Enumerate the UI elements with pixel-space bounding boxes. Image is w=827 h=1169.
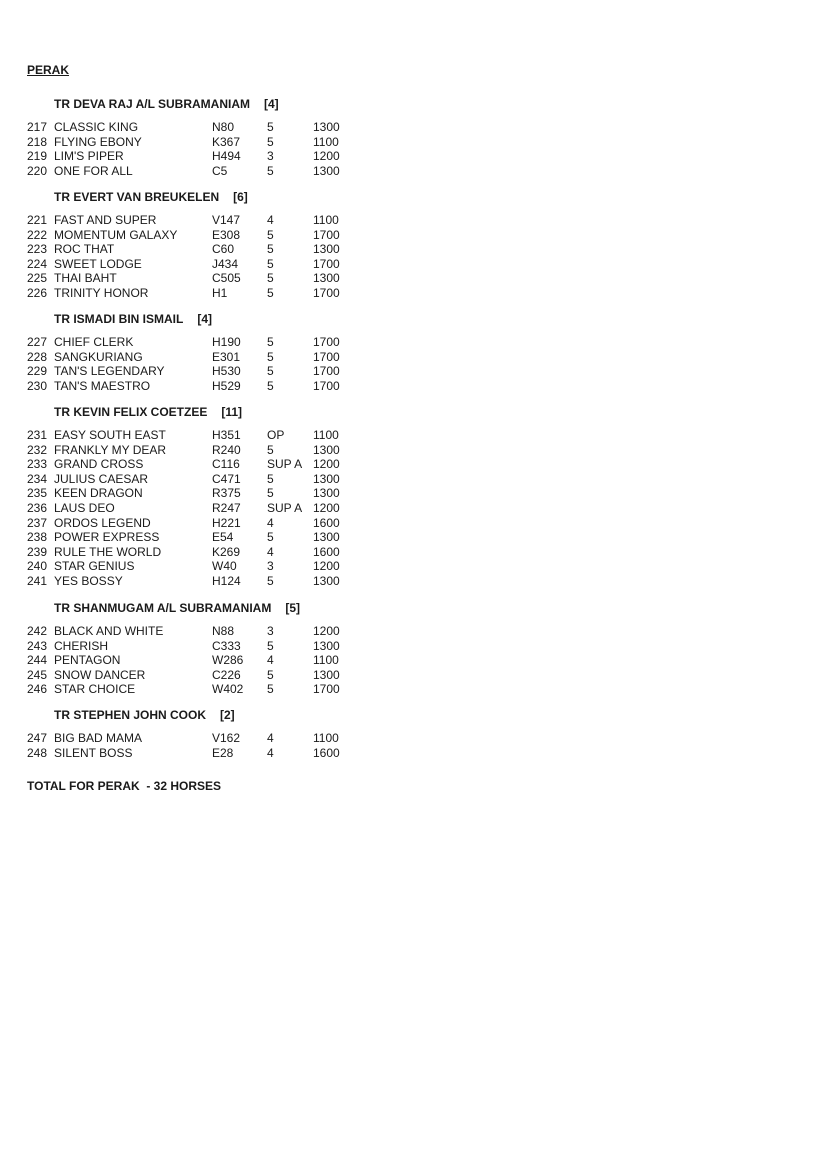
horse-name: TAN'S MAESTRO: [54, 378, 151, 393]
horse-distance: 1300: [313, 486, 340, 501]
horse-number: 224: [27, 256, 48, 271]
horse-code: C60: [212, 242, 235, 257]
horse-row: [0, 746, 400, 761]
horse-class: 4: [267, 515, 274, 530]
trainer-name: TR EVERT VAN BREUKELEN: [54, 190, 220, 204]
horse-number: 234: [27, 471, 48, 486]
horse-row: [0, 164, 400, 179]
horse-row: [0, 228, 400, 243]
horse-code: E54: [212, 530, 234, 545]
horse-distance: 1300: [313, 271, 340, 286]
horse-code: K269: [212, 544, 241, 559]
horse-number: 232: [27, 442, 48, 457]
horse-code: H124: [212, 574, 241, 588]
horse-row: [0, 731, 400, 746]
horse-row: [0, 653, 400, 668]
horse-class: 5: [267, 442, 274, 457]
horse-number: 241: [27, 574, 48, 588]
horse-number: 240: [27, 559, 48, 574]
horse-name: RULE THE WORLD: [54, 544, 162, 559]
horse-class: 5: [267, 242, 274, 257]
horse-row: [0, 379, 400, 394]
horse-row: [0, 516, 400, 531]
horse-distance: 1300: [313, 667, 340, 682]
horse-distance: 1200: [313, 457, 340, 472]
horse-code: C5: [212, 163, 228, 178]
horse-row: [0, 457, 400, 472]
horse-code: E308: [212, 227, 241, 242]
horse-name: ONE FOR ALL: [54, 163, 133, 178]
trainer-horse-count: [11]: [221, 405, 243, 419]
trainer-horse-count: [4]: [197, 312, 212, 326]
horse-distance: 1700: [313, 349, 340, 364]
horse-class: 5: [267, 530, 274, 545]
horse-distance: 1700: [313, 256, 340, 271]
horse-distance: 1100: [313, 213, 339, 227]
horse-distance: 1300: [313, 638, 340, 653]
horse-distance: 1700: [313, 378, 340, 393]
horse-row: [0, 682, 400, 697]
horse-code: W402: [212, 682, 244, 697]
horse-name: YES BOSSY: [54, 574, 123, 588]
horse-code: J434: [212, 256, 239, 271]
horse-name: FLYING EBONY: [54, 134, 142, 149]
horse-number: 226: [27, 286, 48, 300]
horse-code: R247: [212, 501, 241, 515]
horse-number: 247: [27, 731, 48, 745]
trainer-name: TR KEVIN FELIX COETZEE: [54, 405, 208, 419]
horse-name: SILENT BOSS: [54, 745, 133, 760]
horse-number: 229: [27, 364, 48, 379]
horse-name: EASY SOUTH EAST: [54, 428, 166, 442]
horse-name: BLACK AND WHITE: [54, 624, 164, 638]
horse-class: 5: [267, 256, 274, 271]
horse-number: 222: [27, 227, 48, 242]
horse-number: 238: [27, 530, 48, 545]
horse-code: C505: [212, 271, 241, 286]
horse-class: 4: [267, 731, 274, 745]
horse-number: 236: [27, 501, 48, 515]
horse-name: BIG BAD MAMA: [54, 731, 143, 745]
horse-distance: 1300: [313, 442, 340, 457]
horse-name: CHERISH: [54, 638, 109, 653]
horse-name: TAN'S LEGENDARY: [54, 364, 165, 379]
horse-distance: 1300: [313, 574, 340, 588]
horse-class: OP: [267, 428, 285, 442]
horse-name: FAST AND SUPER: [54, 213, 157, 227]
horse-row: [0, 472, 400, 487]
horse-distance: 1200: [313, 624, 340, 638]
horse-class: 5: [267, 349, 274, 364]
horse-number: 242: [27, 624, 48, 638]
horse-distance: 1600: [313, 515, 340, 530]
horse-code: H351: [212, 428, 241, 442]
horse-code: N88: [212, 624, 235, 638]
horse-name: FRANKLY MY DEAR: [54, 442, 167, 457]
horse-number: 246: [27, 682, 48, 697]
horse-number: 218: [27, 134, 48, 149]
horse-class: 5: [267, 667, 274, 682]
horse-row: [0, 120, 400, 135]
horse-class: 4: [267, 544, 274, 559]
horse-row: [0, 668, 400, 683]
horse-row: [0, 428, 400, 443]
horse-row: [0, 213, 400, 228]
horse-code: C333: [212, 638, 241, 653]
trainer-horse-count: [5]: [285, 601, 300, 615]
horse-class: 3: [267, 624, 274, 638]
horse-row: [0, 350, 400, 365]
horse-code: W286: [212, 653, 244, 668]
horse-code: N80: [212, 120, 235, 134]
horse-code: V162: [212, 731, 241, 745]
horse-row: [0, 639, 400, 654]
horse-class: SUP A: [267, 457, 303, 472]
horse-class: 5: [267, 227, 274, 242]
horse-name: CHIEF CLERK: [54, 335, 134, 349]
horse-distance: 1300: [313, 471, 340, 486]
horse-name: SNOW DANCER: [54, 667, 146, 682]
horse-code: R375: [212, 486, 241, 501]
horse-name: CLASSIC KING: [54, 120, 139, 134]
trainer-horse-count: [6]: [233, 190, 248, 204]
horse-distance: 1300: [313, 163, 340, 178]
trainer-name: TR DEVA RAJ A/L SUBRAMANIAM: [54, 97, 251, 111]
horse-row: [0, 486, 400, 501]
horse-row: [0, 501, 400, 516]
horse-class: 5: [267, 163, 274, 178]
horse-name: STAR CHOICE: [54, 682, 136, 697]
horse-number: 230: [27, 378, 48, 393]
horse-name: TRINITY HONOR: [54, 286, 149, 300]
trainer-name: TR STEPHEN JOHN COOK: [54, 708, 207, 722]
horse-class: 5: [267, 682, 274, 697]
horse-class: 5: [267, 638, 274, 653]
horse-code: V147: [212, 213, 241, 227]
horse-class: 3: [267, 149, 274, 164]
horse-distance: 1600: [313, 544, 340, 559]
horse-row: [0, 530, 400, 545]
horse-distance: 1600: [313, 745, 340, 760]
horse-number: 244: [27, 653, 48, 668]
horse-name: STAR GENIUS: [54, 559, 135, 574]
trainer-heading: [54, 601, 300, 615]
horse-row: [0, 242, 400, 257]
horse-name: LAUS DEO: [54, 501, 115, 515]
horse-class: 5: [267, 574, 274, 588]
total-summary: TOTAL FOR PERAK - 32 HORSES: [27, 779, 222, 793]
horse-number: 235: [27, 486, 48, 501]
horse-row: [0, 135, 400, 150]
horse-name: ORDOS LEGEND: [54, 515, 151, 530]
horse-distance: 1200: [313, 149, 340, 164]
trainer-heading: [54, 405, 242, 419]
horse-distance: 1300: [313, 120, 340, 134]
horse-class: 4: [267, 653, 274, 668]
horse-code: K367: [212, 134, 241, 149]
horse-row: [0, 286, 400, 301]
horse-code: H221: [212, 515, 241, 530]
horse-row: [0, 364, 400, 379]
horse-number: 243: [27, 638, 48, 653]
horse-code: H190: [212, 335, 241, 349]
horse-name: GRAND CROSS: [54, 457, 144, 472]
horse-number: 221: [27, 213, 48, 227]
horse-number: 248: [27, 745, 48, 760]
horse-class: 5: [267, 335, 274, 349]
horse-row: [0, 257, 400, 272]
horse-number: 219: [27, 149, 48, 164]
horse-distance: 1300: [313, 530, 340, 545]
horse-row: [0, 335, 400, 350]
horse-name: SWEET LODGE: [54, 256, 142, 271]
trainer-heading: [54, 97, 279, 111]
horse-class: 5: [267, 471, 274, 486]
trainer-horse-count: [4]: [264, 97, 279, 111]
horse-class: 3: [267, 559, 274, 574]
horse-class: 4: [267, 745, 274, 760]
horse-code: E301: [212, 349, 241, 364]
horse-class: 5: [267, 134, 274, 149]
horse-distance: 1700: [313, 364, 340, 379]
horse-number: 233: [27, 457, 48, 472]
horse-number: 227: [27, 335, 48, 349]
horse-class: 5: [267, 271, 274, 286]
section-heading: PERAK: [27, 63, 70, 77]
horse-class: 5: [267, 286, 274, 300]
horse-distance: 1700: [313, 335, 340, 349]
horse-code: E28: [212, 745, 234, 760]
horse-class: 5: [267, 486, 274, 501]
horse-row: [0, 559, 400, 574]
horse-name: THAI BAHT: [54, 271, 117, 286]
horse-name: JULIUS CAESAR: [54, 471, 149, 486]
horse-row: [0, 624, 400, 639]
horse-name: KEEN DRAGON: [54, 486, 143, 501]
horse-number: 220: [27, 163, 48, 178]
horse-number: 228: [27, 349, 48, 364]
horse-name: PENTAGON: [54, 653, 121, 668]
trainer-name: TR ISMADI BIN ISMAIL: [54, 312, 184, 326]
trainer-heading: [54, 312, 212, 326]
horse-distance: 1200: [313, 501, 340, 515]
horse-row: [0, 443, 400, 458]
horse-code: H1: [212, 286, 228, 300]
trainer-heading: [54, 190, 248, 204]
horse-class: SUP A: [267, 501, 303, 515]
horse-row: [0, 271, 400, 286]
horse-name: ROC THAT: [54, 242, 115, 257]
horse-distance: 1200: [313, 559, 340, 574]
horse-code: C226: [212, 667, 241, 682]
horse-name: POWER EXPRESS: [54, 530, 160, 545]
horse-number: 225: [27, 271, 48, 286]
horse-class: 5: [267, 120, 274, 134]
horse-code: H494: [212, 149, 241, 164]
horse-class: 5: [267, 364, 274, 379]
horse-number: 237: [27, 515, 48, 530]
horse-distance: 1300: [313, 242, 340, 257]
trainer-heading: [54, 708, 235, 722]
horse-distance: 1700: [313, 682, 340, 697]
horse-name: LIM'S PIPER: [54, 149, 124, 164]
horse-distance: 1100: [313, 428, 339, 442]
horse-number: 239: [27, 544, 48, 559]
horse-row: [0, 149, 400, 164]
horse-name: MOMENTUM GALAXY: [54, 227, 178, 242]
horse-code: H530: [212, 364, 241, 379]
horse-distance: 1700: [313, 286, 340, 300]
horse-distance: 1700: [313, 227, 340, 242]
horse-distance: 1100: [313, 731, 339, 745]
trainer-horse-count: [2]: [220, 708, 235, 722]
horse-number: 231: [27, 428, 48, 442]
horse-code: R240: [212, 442, 241, 457]
horse-number: 223: [27, 242, 48, 257]
horse-distance: 1100: [313, 134, 339, 149]
horse-class: 4: [267, 213, 274, 227]
horse-code: W40: [212, 559, 237, 574]
trainer-name: TR SHANMUGAM A/L SUBRAMANIAM: [54, 601, 272, 615]
horse-name: SANGKURIANG: [54, 349, 143, 364]
horse-code: C116: [212, 457, 240, 472]
horse-number: 245: [27, 667, 48, 682]
horse-distance: 1100: [313, 653, 339, 668]
horse-number: 217: [27, 120, 48, 134]
horse-code: C471: [212, 471, 241, 486]
horse-class: 5: [267, 378, 274, 393]
horse-row: [0, 545, 400, 560]
horse-code: H529: [212, 378, 241, 393]
horse-row: [0, 574, 400, 589]
